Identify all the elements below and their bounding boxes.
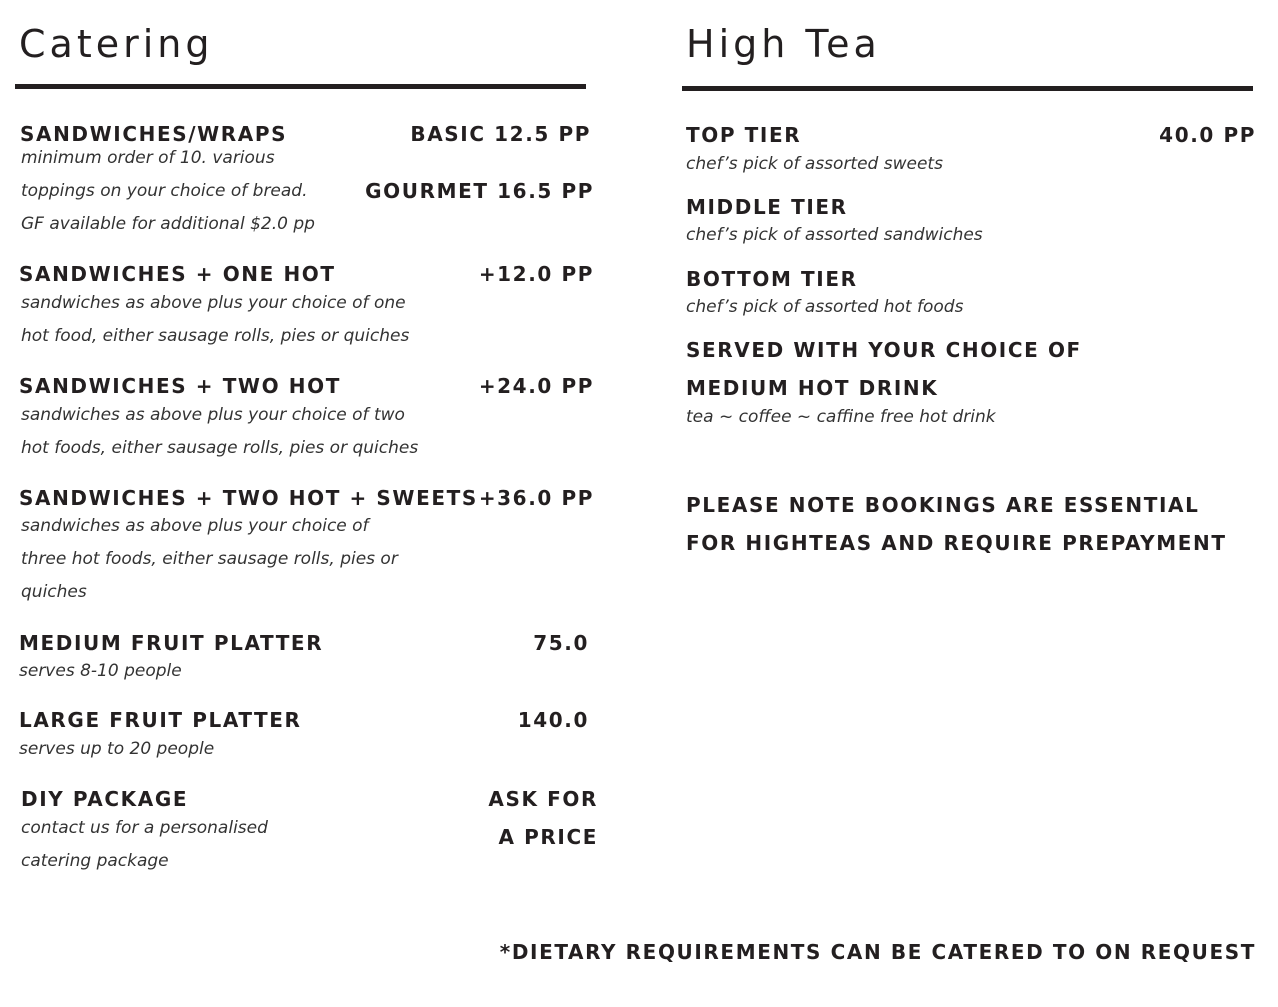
item-name: SANDWICHES + TWO HOT + SWEETS bbox=[19, 486, 478, 510]
high-tea-title: High Tea bbox=[686, 22, 881, 66]
item-price: ASK FOR A PRICE bbox=[488, 787, 598, 849]
item-description: contact us for a personalised catering package bbox=[21, 818, 268, 871]
served-with-heading: SERVED WITH YOUR CHOICE OF MEDIUM HOT DRINK bbox=[686, 338, 1082, 400]
item-description: sandwiches as above plus your choice of one hot food, either sausage rolls, pies or quiches bbox=[21, 293, 410, 346]
catering-divider bbox=[15, 84, 586, 89]
item-name: SANDWICHES + TWO HOT bbox=[19, 374, 341, 398]
item-description: chef’s pick of assorted hot foods bbox=[686, 297, 964, 317]
item-name: MEDIUM FRUIT PLATTER bbox=[19, 631, 324, 655]
high-tea-divider bbox=[682, 86, 1253, 91]
item-name: BOTTOM TIER bbox=[686, 267, 858, 291]
item-description: chef’s pick of assorted sandwiches bbox=[686, 225, 983, 245]
item-description: serves up to 20 people bbox=[19, 739, 215, 759]
item-description: sandwiches as above plus your choice of three hot foods, either sausage rolls, pies or quiches bbox=[21, 516, 398, 602]
item-price-basic: BASIC 12.5 PP bbox=[410, 122, 591, 146]
catering-title: Catering bbox=[19, 22, 214, 66]
item-price: 140.0 bbox=[517, 708, 589, 732]
item-description: serves 8-10 people bbox=[19, 661, 182, 681]
item-name: DIY PACKAGE bbox=[21, 787, 189, 811]
item-name: SANDWICHES/WRAPS bbox=[20, 122, 288, 146]
item-description: chef’s pick of assorted sweets bbox=[686, 154, 943, 174]
booking-note: PLEASE NOTE BOOKINGS ARE ESSENTIAL FOR HIGHTEAS AND REQUIRE PREPAYMENT bbox=[686, 493, 1227, 555]
dietary-note: *DIETARY REQUIREMENTS CAN BE CATERED TO ON REQUEST bbox=[499, 940, 1256, 964]
item-description: sandwiches as above plus your choice of two hot foods, either sausage rolls, pies or quiches bbox=[21, 405, 419, 458]
item-price: +36.0 PP bbox=[478, 486, 594, 510]
item-price: 75.0 bbox=[533, 631, 589, 655]
served-with-description: tea ~ coffee ~ caffine free hot drink bbox=[686, 407, 996, 427]
item-price-gourmet: GOURMET 16.5 PP bbox=[365, 179, 594, 203]
item-description: minimum order of 10. various toppings on your choice of bread. GF available for additional $2.0 pp bbox=[21, 148, 315, 234]
item-name: LARGE FRUIT PLATTER bbox=[19, 708, 302, 732]
item-price: +12.0 PP bbox=[478, 262, 594, 286]
item-price: 40.0 PP bbox=[1159, 123, 1256, 147]
item-name: SANDWICHES + ONE HOT bbox=[19, 262, 336, 286]
item-price: +24.0 PP bbox=[478, 374, 594, 398]
item-name: TOP TIER bbox=[686, 123, 802, 147]
item-name: MIDDLE TIER bbox=[686, 195, 848, 219]
